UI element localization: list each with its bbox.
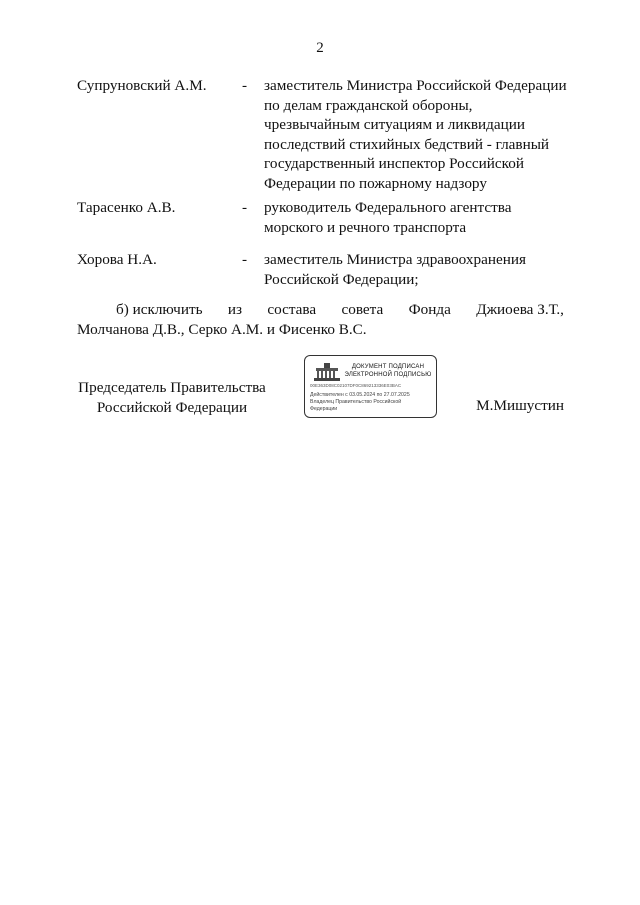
government-building-emblem-icon	[312, 362, 342, 382]
paragraph-word: совета	[341, 301, 384, 318]
role-line: государственный инспектор Российской	[264, 155, 524, 172]
dash-separator: -	[242, 199, 248, 216]
stamp-title-line: ДОКУМЕНТ ПОДПИСАН	[351, 364, 425, 370]
role-line: по делам гражданской обороны,	[264, 96, 473, 114]
paragraph-word: б) исключить	[116, 301, 203, 318]
role-line: морского и речного транспорта	[264, 218, 467, 236]
paragraph-word: Джиоева З.Т.,	[476, 301, 564, 318]
paragraph-line-2: Молчанова Д.В., Серко А.М. и Фисенко В.С.	[77, 321, 367, 338]
signer-position-line: Председатель Правительства	[78, 379, 266, 396]
exclusion-paragraph	[77, 300, 564, 340]
validity-period: Действителен с 03.05.2024 по 27.07.2025	[310, 392, 410, 398]
role-line: Российской Федерации;	[264, 270, 419, 288]
paragraph-line-1	[77, 300, 564, 320]
paragraph-word: состава	[267, 301, 317, 318]
stamp-title	[341, 363, 435, 379]
member-role	[264, 76, 569, 193]
member-entry-2	[77, 198, 567, 238]
paragraph-word: Фонда	[408, 301, 451, 318]
member-name: Супруновский А.М.	[77, 77, 207, 94]
certificate-number: 00E363D08C02107DF0C869213336E03BAC	[310, 383, 402, 388]
stamp-title-line: ЭЛЕКТРОННОЙ ПОДПИСЬЮ	[344, 372, 432, 378]
role-line: заместитель Министра здравоохранения	[264, 251, 526, 268]
role-line: Федерации по пожарному надзору	[264, 174, 487, 192]
paragraph-word: из	[227, 301, 243, 318]
signer-position	[77, 378, 267, 417]
role-line: чрезвычайным ситуациям и ликвидации	[264, 116, 526, 133]
dash-separator: -	[242, 251, 248, 268]
member-name: Тарасенко А.В.	[77, 199, 176, 216]
signer-name: М.Мишустин	[476, 397, 564, 414]
electronic-signature-stamp	[304, 355, 437, 418]
member-entry-3	[77, 250, 567, 290]
role-line: заместитель Министра Российской Федерации	[264, 77, 567, 94]
role-line: руководитель Федерального агентства	[264, 199, 512, 216]
signer-position-line: Российской Федерации	[96, 398, 248, 416]
member-name: Хорова Н.А.	[77, 251, 157, 268]
certificate-owner: Владелец Правительство Российской Федерации	[310, 399, 402, 412]
member-entry-1	[77, 76, 567, 194]
dash-separator: -	[242, 77, 248, 94]
page-number: 2	[316, 40, 324, 56]
role-line: последствий стихийных бедствий - главный	[264, 135, 550, 153]
member-role	[264, 198, 569, 237]
member-role	[264, 250, 569, 289]
